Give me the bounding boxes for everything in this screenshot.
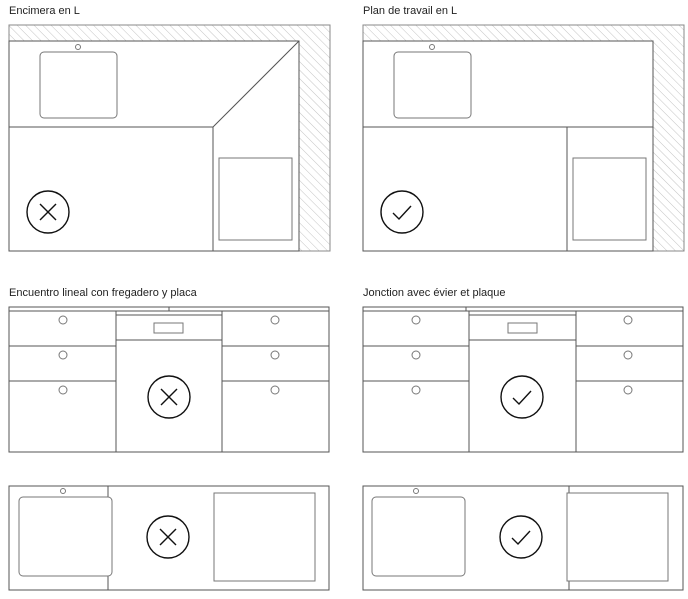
cross-icon <box>148 376 190 418</box>
panel-title-linear-fr: Jonction avec évier et plaque <box>363 287 506 299</box>
check-icon <box>381 191 423 233</box>
hob <box>219 158 292 240</box>
tap-hole <box>414 489 419 494</box>
diagonal-joint <box>213 41 299 127</box>
drawer-knob <box>624 316 632 324</box>
panel-l-incorrect <box>9 25 330 251</box>
drawer-knob <box>59 316 67 324</box>
worktop-edge <box>363 307 683 311</box>
drawer-knob <box>624 386 632 394</box>
tap-hole <box>61 489 66 494</box>
tap-hole <box>76 45 81 50</box>
check-icon <box>501 376 543 418</box>
panel-linear-correct <box>363 307 683 452</box>
sink <box>19 497 112 576</box>
hob <box>567 493 668 581</box>
drawer-knob <box>412 386 420 394</box>
appliance-display <box>508 323 537 333</box>
panel-plan-correct <box>363 486 683 590</box>
drawer-knob <box>412 316 420 324</box>
cross-icon <box>27 191 69 233</box>
tap-hole <box>430 45 435 50</box>
sink <box>372 497 465 576</box>
check-icon <box>500 516 542 558</box>
drawer-knob <box>271 316 279 324</box>
drawer-knob <box>412 351 420 359</box>
drawer-knob <box>59 351 67 359</box>
sink <box>394 52 471 118</box>
drawer-knob <box>624 351 632 359</box>
panel-title-l-worktop-es: Encimera en L <box>9 5 80 17</box>
panel-linear-incorrect <box>9 307 329 452</box>
sink <box>40 52 117 118</box>
hob <box>214 493 315 581</box>
panel-plan-incorrect <box>9 486 329 590</box>
drawer-knob <box>271 351 279 359</box>
appliance-display <box>154 323 183 333</box>
drawer-knob <box>59 386 67 394</box>
panel-l-correct <box>363 25 684 251</box>
panel-title-l-worktop-fr: Plan de travail en L <box>363 5 458 17</box>
panel-title-linear-es: Encuentro lineal con fregadero y placa <box>9 287 197 299</box>
drawer-knob <box>271 386 279 394</box>
hob <box>573 158 646 240</box>
cross-icon <box>147 516 189 558</box>
